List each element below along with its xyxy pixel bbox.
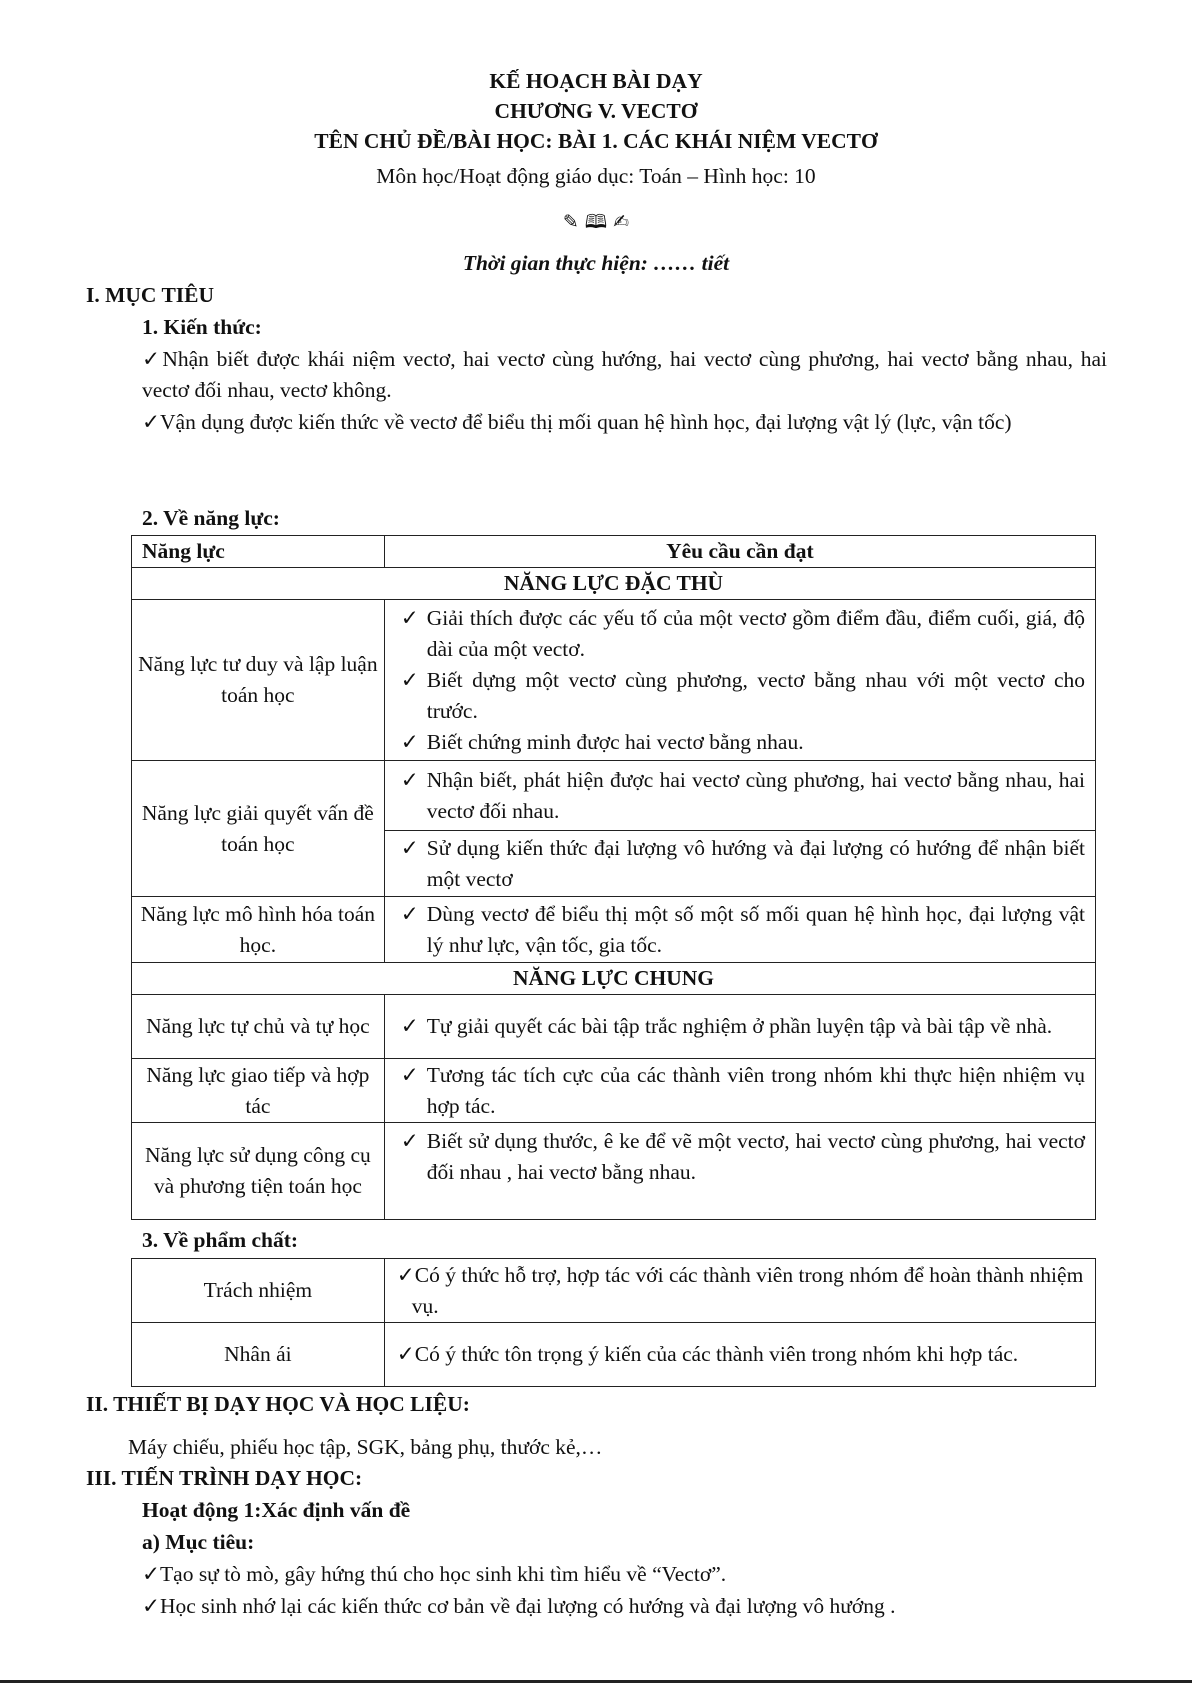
section-heading-objectives: I. MỤC TIÊU [86,283,215,307]
col-header-requirement: Yêu cầu cần đạt [384,536,1095,568]
check-icon: ✓ [400,667,419,692]
group-header-general: NĂNG LỰC CHUNG [132,963,1096,995]
activity-heading: Hoạt động 1:Xác định vấn đề [142,1498,411,1522]
check-icon: ✓ [400,605,419,630]
col-header-competence: Năng lực [132,536,385,568]
equipment-text: Máy chiếu, phiếu học tập, SGK, bảng phụ, thước kẻ,… [128,1435,603,1459]
requirement-cell [384,600,1095,761]
check-icon: ✓ [400,835,419,860]
competence-name: Năng lực giải quyết vấn đề toán học [132,761,385,897]
competence-heading: 2. Về năng lực: [142,506,280,530]
check-icon: ✓ [400,1062,419,1087]
goal-heading: a) Mục tiêu: [142,1530,255,1554]
doc-title: KẾ HOẠCH BÀI DẠY [489,69,703,93]
requirement-item: ✓ Tương tác tích cực của các thành viên trong nhóm khi thực hiện nhiệm vụ hợp tác. [401,1060,1085,1122]
quality-item: ✓Có ý thức hỗ trợ, hợp tác với các thành viên trong nhóm để hoàn thành nhiệm vụ. [384,1259,1095,1323]
competence-name: Năng lực tư duy và lập luận toán học [132,600,385,761]
chapter-title: CHƯƠNG V. VECTƠ [494,99,698,123]
section-heading-equipment: II. THIẾT BỊ DẠY HỌC VÀ HỌC LIỆU: [86,1392,470,1416]
subject-line: Môn học/Hoạt động giáo dục: Toán – Hình học: 10 [376,164,816,188]
requirement-cell [384,897,1095,963]
requirement-item: ✓ Nhận biết, phát hiện được hai vectơ cùng phương, hai vectơ bằng nhau, hai vectơ đối nhau. [401,765,1085,827]
requirement-cell [384,831,1095,897]
requirement-item: ✓ Giải thích được các yếu tố của một vectơ gồm điểm đầu, điểm cuối, giá, độ dài của một vectơ. [401,603,1085,665]
goal-item-1: ✓Tạo sự tò mò, gây hứng thú cho học sinh khi tìm hiểu về “Vectơ”. [142,1562,727,1586]
competence-table [131,535,1096,1220]
duration-line: Thời gian thực hiện: …… tiết [462,251,730,275]
competence-name: Năng lực giao tiếp và hợp tác [132,1059,385,1123]
quality-table [131,1258,1096,1387]
requirement-cell [384,995,1095,1059]
check-icon: ✓ [400,1129,419,1153]
quality-name: Nhân ái [132,1323,385,1387]
quality-name: Trách nhiệm [132,1259,385,1323]
competence-name: Năng lực sử dụng công cụ và phương tiện toán học [132,1123,385,1220]
requirement-item: ✓ Biết dựng một vectơ cùng phương, vectơ bằng nhau với một vectơ cho trước. [401,665,1085,727]
quality-item: ✓Có ý thức tôn trọng ý kiến của các thành viên trong nhóm khi hợp tác. [384,1323,1095,1387]
page-bottom-rule [0,1680,1192,1683]
knowledge-item-1: ✓Nhận biết được khái niệm vectơ, hai vectơ cùng hướng, hai vectơ cùng phương, hai vectơ bằng nhau, hai vectơ đối nhau, vectơ không. [142,347,1107,402]
requirement-item: ✓ Sử dụng kiến thức đại lượng vô hướng và đại lượng có hướng để nhận biết một vectơ [401,833,1085,895]
requirement-cell [384,1059,1095,1123]
requirement-item: ✓ Dùng vectơ để biểu thị một số một số mối quan hệ hình học, đại lượng vật lý như lực, vận tốc, gia tốc. [401,899,1085,961]
check-icon: ✓ [400,1014,419,1038]
quality-heading: 3. Về phẩm chất: [142,1228,299,1252]
competence-name: Năng lực tự chủ và tự học [132,995,385,1059]
knowledge-heading: 1. Kiến thức: [142,315,262,339]
goal-item-2: ✓Học sinh nhớ lại các kiến thức cơ bản về đại lượng có hướng và đại lượng vô hướng . [142,1594,896,1618]
competence-name: Năng lực mô hình hóa toán học. [132,897,385,963]
knowledge-item-2: ✓Vận dụng được kiến thức về vectơ để biểu thị mối quan hệ hình học, đại lượng vật lý (lực, vận tốc) [142,410,1012,434]
requirement-item: ✓ Tự giải quyết các bài tập trắc nghiệm ở phần luyện tập và bài tập về nhà. [401,1011,1085,1042]
requirement-item: ✓ Biết sử dụng thước, ê ke để vẽ một vectơ, hai vectơ cùng phương, hai vectơ đối nhau , hai vectơ bằng nhau. [401,1126,1085,1188]
requirement-cell [384,1123,1095,1220]
check-icon: ✓ [400,901,419,926]
section-heading-process: III. TIẾN TRÌNH DẠY HỌC: [86,1466,363,1490]
check-icon: ✓ [400,729,419,754]
lesson-title: TÊN CHỦ ĐỀ/BÀI HỌC: BÀI 1. CÁC KHÁI NIỆM VECTƠ [314,129,878,153]
requirement-item: ✓ Biết chứng minh được hai vectơ bằng nhau. [401,727,1085,758]
group-header-specific: NĂNG LỰC ĐẶC THÙ [132,568,1096,600]
check-icon: ✓ [400,767,419,792]
ornament-icon: ✎ 🕮 ✍ [562,211,630,233]
requirement-cell [384,761,1095,831]
